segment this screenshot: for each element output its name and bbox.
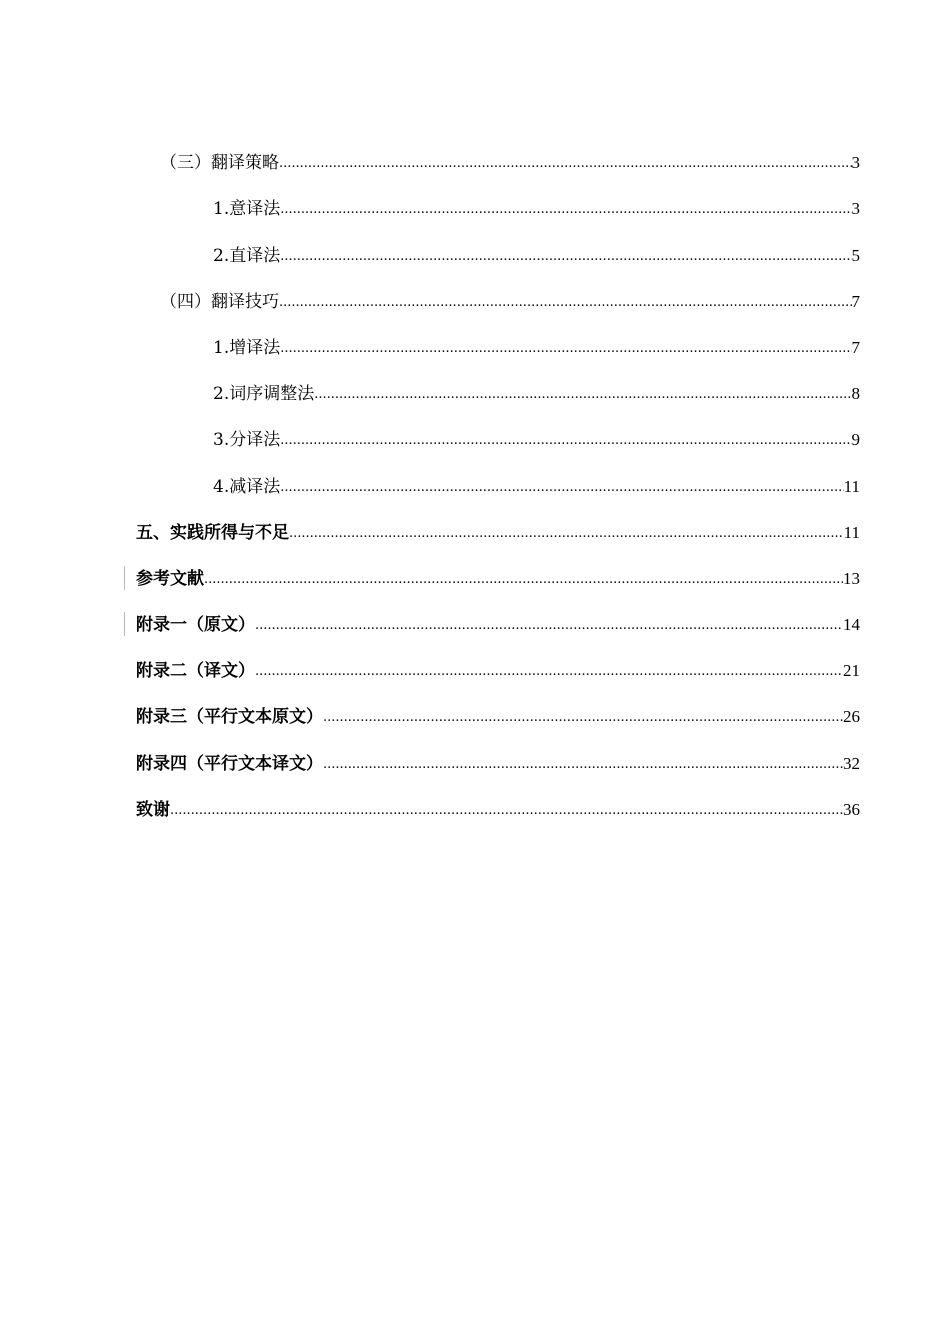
toc-entry[interactable] xyxy=(0,220,950,266)
toc-entry-page: 36 xyxy=(843,799,860,819)
toc-dot-leader xyxy=(279,294,852,312)
toc-entry[interactable] xyxy=(0,313,950,359)
toc-entry[interactable] xyxy=(0,590,950,636)
toc-dot-leader xyxy=(255,663,843,681)
toc-entry[interactable] xyxy=(0,728,950,774)
toc-entry-title: 五、实践所得与不足 xyxy=(136,522,289,543)
toc-entry-title: 4.减译法 xyxy=(213,476,281,497)
toc-entry-title: 附录一（原文） xyxy=(136,615,255,636)
toc-entry-title: 1.意译法 xyxy=(213,199,281,220)
toc-entry[interactable] xyxy=(0,405,950,451)
toc-entry-page: 26 xyxy=(843,707,860,727)
toc-dot-leader xyxy=(204,571,843,589)
toc-dot-leader xyxy=(255,617,843,635)
toc-dot-leader xyxy=(280,248,851,266)
toc-entry-page: 11 xyxy=(843,476,860,496)
toc-dot-leader xyxy=(170,802,843,820)
toc-entry-page: 11 xyxy=(843,522,860,542)
toc-entry-page: 32 xyxy=(843,753,860,773)
margin-mark xyxy=(124,612,125,636)
toc-dot-leader xyxy=(280,340,851,358)
toc-entry-page: 3 xyxy=(851,153,860,173)
toc-dot-leader xyxy=(279,155,852,173)
toc-entry[interactable] xyxy=(0,775,950,821)
toc-entry[interactable] xyxy=(0,267,950,313)
toc-entry-page: 8 xyxy=(851,384,860,404)
toc-entry[interactable] xyxy=(0,682,950,728)
toc-entry-title: 附录三（平行文本原文） xyxy=(136,707,323,728)
toc-entry[interactable] xyxy=(0,498,950,544)
toc-dot-leader xyxy=(323,709,843,727)
toc-dot-leader xyxy=(289,525,844,543)
toc-entry-title: 2.词序调整法 xyxy=(213,384,315,405)
toc-entry[interactable] xyxy=(0,451,950,497)
toc-entry-page: 7 xyxy=(851,291,860,311)
toc-entry[interactable] xyxy=(0,128,950,174)
toc-entry-page: 21 xyxy=(843,661,860,681)
toc-entry-page: 14 xyxy=(843,615,860,635)
toc-dot-leader xyxy=(323,756,843,774)
toc-entry[interactable] xyxy=(0,359,950,405)
toc-entry[interactable] xyxy=(0,636,950,682)
toc-entry-title: 3.分译法 xyxy=(213,430,281,451)
toc-dot-leader xyxy=(280,201,851,219)
toc-entry-title: 2.直译法 xyxy=(213,245,281,266)
toc-entry-page: 5 xyxy=(851,245,860,265)
toc-entry-title: 1.增译法 xyxy=(213,337,281,358)
table-of-contents xyxy=(0,128,950,821)
toc-dot-leader xyxy=(314,386,851,404)
toc-entry-title: 致谢 xyxy=(136,799,170,820)
toc-entry-page: 7 xyxy=(851,337,860,357)
toc-entry-page: 3 xyxy=(851,199,860,219)
toc-entry-title: （三）翻译策略 xyxy=(160,153,279,174)
toc-entry-title: 附录四（平行文本译文） xyxy=(136,753,323,774)
toc-entry[interactable] xyxy=(0,544,950,590)
margin-mark xyxy=(124,566,125,590)
toc-entry-page: 9 xyxy=(851,430,860,450)
toc-entry-title: （四）翻译技巧 xyxy=(160,291,279,312)
toc-dot-leader xyxy=(280,432,851,450)
toc-entry-page: 13 xyxy=(843,568,860,588)
toc-entry-title: 参考文献 xyxy=(136,568,204,589)
toc-entry[interactable] xyxy=(0,174,950,220)
toc-dot-leader xyxy=(280,479,843,497)
toc-entry-title: 附录二（译文） xyxy=(136,661,255,682)
